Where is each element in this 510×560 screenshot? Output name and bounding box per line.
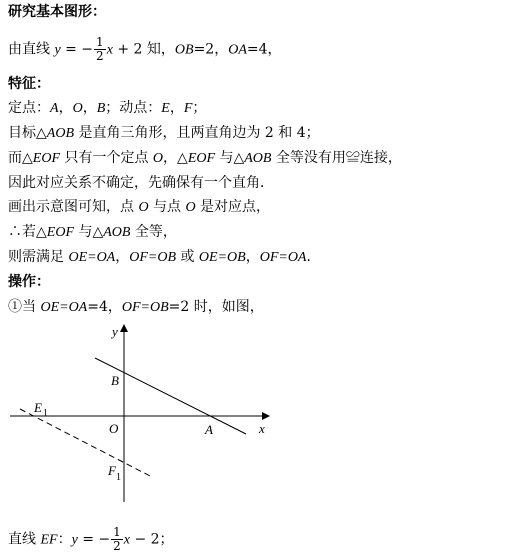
text: 是对应点， (195, 199, 271, 215)
y-axis-arrow (120, 324, 128, 332)
text: 目标△ (8, 125, 47, 141)
text: ； (192, 100, 207, 116)
seg-oa: OA (228, 42, 247, 58)
text: 全等， (130, 224, 177, 240)
text: − 2； (130, 531, 174, 548)
text: ， (169, 100, 184, 116)
text: 与△ (74, 224, 104, 240)
label-f: F (108, 463, 116, 478)
x-axis-arrow (262, 412, 270, 420)
text: =2 时，如图， (168, 299, 264, 315)
axes (10, 324, 270, 502)
text: 与△ (215, 150, 245, 166)
uncertain-line: 因此对应关系不确定，先确保有一个直角． (8, 175, 274, 191)
text: ，△ (163, 150, 188, 166)
triangle-eof: EOF (46, 225, 74, 240)
text: = − (77, 531, 111, 548)
point-o: O (138, 200, 149, 215)
triangle-aob: AOB (46, 126, 74, 141)
var-x: x (123, 532, 131, 548)
label-a: A (205, 422, 213, 437)
text: ， (115, 249, 130, 265)
text: 定点： (8, 100, 50, 116)
fraction-denominator: 2 (96, 49, 104, 63)
text: 而△ (8, 150, 33, 166)
text: 则需满足 (8, 249, 69, 265)
text: ∴若△ (8, 224, 47, 240)
var-y: y (71, 532, 78, 548)
line-ef-name: EF (40, 532, 58, 548)
triangle-aob: AOB (244, 151, 272, 166)
var-y: y (54, 42, 61, 58)
text: ， (58, 100, 73, 116)
var-x: x (106, 42, 113, 58)
label-e-subscript: 1 (43, 408, 48, 419)
heading-operation: 操作： (8, 274, 50, 290)
seg-ob: OB (174, 42, 194, 58)
point-e: E (161, 101, 170, 116)
fraction-numerator: 1 (96, 35, 104, 49)
point-f: F (183, 101, 193, 116)
equation: OE=OA (40, 300, 88, 315)
fraction (111, 526, 123, 553)
equation: OF=OA (259, 250, 307, 265)
label-f-subscript: 1 (116, 472, 121, 483)
text: ， (82, 100, 97, 116)
text: 直线 (8, 531, 41, 548)
equation: OE=OB (198, 250, 246, 265)
text: = − (60, 41, 94, 58)
equation: OE=OA (68, 250, 116, 265)
text: ①当 (8, 299, 41, 315)
point-o: O (152, 151, 164, 166)
text: =4， (246, 41, 282, 58)
triangle-aob: AOB (103, 225, 131, 240)
text: 或 (176, 249, 199, 265)
fraction-numerator: 1 (113, 525, 121, 539)
heading-features: 特征： (8, 76, 50, 92)
line-ef-equation (8, 526, 174, 553)
label-x: x (259, 421, 265, 436)
text: =4， (87, 299, 122, 315)
text: + 2 知， (112, 41, 175, 58)
text: ． (306, 249, 321, 265)
text: 与点 (148, 199, 186, 215)
heading-basic-shape: 研究基本图形： (8, 4, 106, 20)
label-y: y (112, 324, 118, 339)
equation: OF=OB (129, 250, 177, 265)
text: 只有一个定点 (60, 150, 153, 166)
point-o: O (185, 200, 196, 215)
text: =2， (193, 41, 229, 58)
label-b: B (111, 373, 119, 388)
point-a: A (50, 101, 59, 116)
triangle-eof: EOF (32, 151, 60, 166)
text: 画出示意图可知，点 (8, 199, 139, 215)
text: 由直线 (8, 41, 55, 58)
text: ；动点： (105, 100, 162, 116)
fraction-denominator: 2 (113, 539, 121, 553)
label-o: O (109, 421, 119, 436)
label-e: E (34, 400, 42, 415)
text: ： (57, 531, 72, 548)
text: 全等没有用≌连接， (271, 150, 402, 166)
text: ， (245, 249, 260, 265)
point-o: O (72, 101, 83, 116)
triangle-eof: EOF (187, 151, 216, 166)
text: 是直角三角形，且两直角边为 2 和 4； (74, 125, 320, 141)
point-b: B (96, 101, 106, 116)
line-ef-dashed (20, 409, 152, 477)
equation: OF=OB (121, 300, 169, 315)
